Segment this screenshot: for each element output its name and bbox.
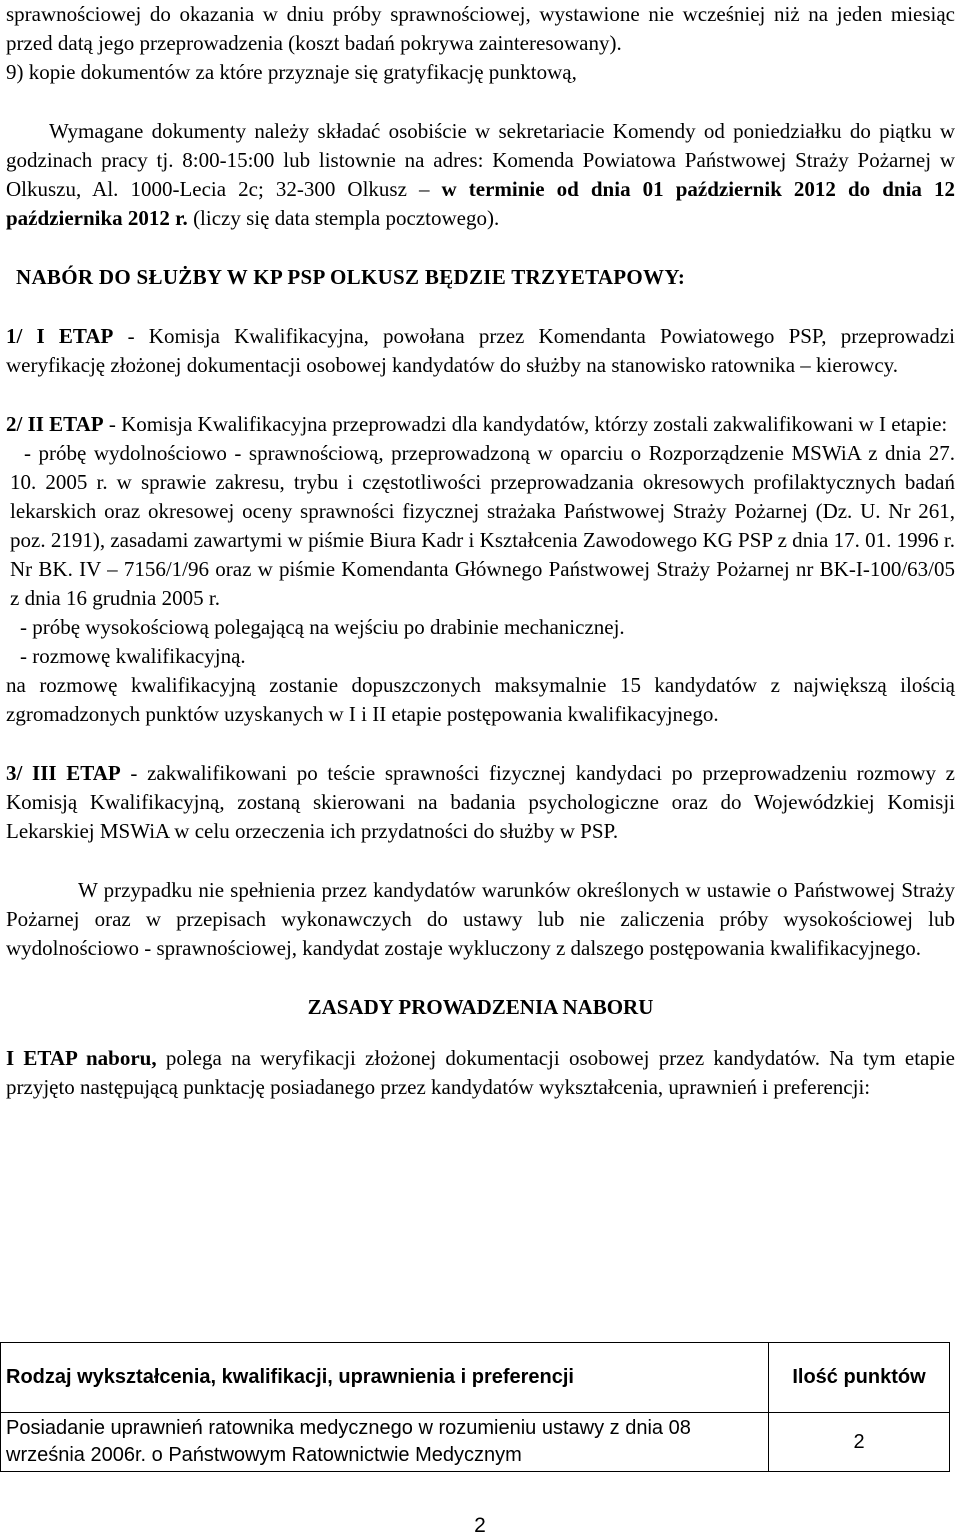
table-cell-description: Posiadanie uprawnień ratownika medycznego w rozumieniu ustawy z dnia 08 września 2006r. o Państwowym Ratownictwie Medycznym bbox=[1, 1413, 769, 1472]
stage-1-text: - Komisja Kwalifikacyjna, powołana przez Komendanta Powiatowego PSP, przeprowadzi weryfikację złożonej dokumentacji osobowej kandydatów do służby na stanowisko ratownika – kierowcy. bbox=[6, 324, 955, 377]
paragraph-stage-3 bbox=[6, 759, 955, 846]
paragraph-stage-1-rules bbox=[6, 1044, 955, 1102]
stage-3-label: 3/ III ETAP bbox=[6, 761, 121, 785]
stage-1-label: 1/ I ETAP bbox=[6, 324, 114, 348]
stage-1-rules-label: I ETAP naboru, bbox=[6, 1046, 157, 1070]
table-cell-points: 2 bbox=[769, 1413, 950, 1472]
points-table bbox=[0, 1342, 950, 1472]
stage-2-item-height-test: - próbę wysokościową polegającą na wejściu po drabinie mechanicznej. bbox=[20, 615, 625, 639]
points-table-header-points: Ilość punktów bbox=[769, 1343, 950, 1413]
document-page bbox=[6, 0, 955, 1102]
table-row bbox=[1, 1413, 950, 1472]
stage-2-interview-note: na rozmowę kwalifikacyjną zostanie dopuszczonych maksymalnie 15 kandydatów z największą ilością zgromadzonych punktów uzyskanych w I i II etapie postępowania kwalifikacyjnego. bbox=[6, 673, 955, 726]
stage-2-item-fitness-test: - próbę wydolnościowo - sprawnościową, przeprowadzoną w oparciu o Rozporządzenie MSWiA z dnia 27. 10. 2005 r. w sprawie zakresu, trybu i częstotliwości przeprowadzania okresowych profilaktycznych badań lekarskich oraz okresowej oceny sprawności fizycznej strażaka Państwowej Straży Pożarnej (Dz. U. Nr 261, poz. 2191), zasadami zawartymi w piśmie Biura Kadr i Kształcenia Zawodowego KG PSP z dnia 17. 01. 1996 r. Nr BK. IV – 7156/1/96 oraz w piśmie Komendanta Głównego Państwowej Straży Pożarnej nr BK-I-100/63/05 z dnia 16 grudnia 2005 r. bbox=[10, 441, 955, 610]
submission-deadline: w terminie od dnia 01 październik 2012 do dnia 12 października 2012 r. bbox=[6, 177, 955, 230]
paragraph-exclusion-warning: W przypadku nie spełnienia przez kandydatów warunków określonych w ustawie o Państwowej Straży Pożarnej oraz w przepisach wykonawczych do ustawy lub nie zaliczenia próby wysokościowej lub wydolnościowo - sprawnościowej, kandydat zostaje wykluczony z dalszego postępowania kwalifikacyjnego. bbox=[6, 878, 955, 960]
paragraph-stage-2 bbox=[6, 410, 955, 439]
page-number: 2 bbox=[474, 1514, 486, 1537]
submission-text: Wymagane dokumenty należy składać osobiście w sekretariacie Komendy od poniedziałku do piątku w godzinach pracy tj. 8:00-15:00 lub listownie na adres: Komenda Powiatowa Państwowej Straży Pożarnej w Olkuszu, Al. 1000-Lecia 2c; 32-300 Olkusz – bbox=[6, 119, 955, 201]
submission-postmark-note: (liczy się data stempla pocztowego). bbox=[187, 206, 500, 230]
stage-2-item-interview: - rozmowę kwalifikacyjną. bbox=[20, 644, 246, 668]
paragraph-intro: sprawnościowej do okazania w dniu próby sprawnościowej, wystawione nie wcześniej niż na jeden miesiąc przed datą jego przeprowadzenia (koszt badań pokrywa zainteresowany). bbox=[6, 2, 955, 55]
points-table-header-type: Rodzaj wykształcenia, kwalifikacji, uprawnienia i preferencji bbox=[1, 1343, 769, 1413]
stage-3-text: - zakwalifikowani po teście sprawności fizycznej kandydaci po przeprowadzeniu rozmowy z Komisją Kwalifikacyjną, zostaną skierowani na badania psychologiczne oraz do Wojewódzkiej Komisji Lekarskiej MSWiA w celu orzeczenia ich przydatności do służby w PSP. bbox=[6, 761, 955, 843]
points-table-header-row bbox=[1, 1343, 950, 1413]
stage-2-label: 2/ II ETAP bbox=[6, 412, 104, 436]
section-heading-recruitment: NABÓR DO SŁUŻBY W KP PSP OLKUSZ BĘDZIE TRZYETAPOWY: bbox=[16, 265, 686, 289]
stage-1-rules-text: polega na weryfikacji złożonej dokumentacji osobowej przez kandydatów. Na tym etapie przyjęto następującą punktację posiadanego przez kandydatów wykształcenia, uprawnień i preferencji: bbox=[6, 1046, 956, 1099]
stage-2-text: - Komisja Kwalifikacyjna przeprowadzi dla kandydatów, którzy zostali zakwalifikowani w I etapie: bbox=[103, 412, 948, 436]
section-heading-rules: ZASADY PROWADZENIA NABORU bbox=[307, 995, 654, 1019]
paragraph-submission bbox=[6, 117, 955, 233]
list-item-9: 9) kopie dokumentów za które przyznaje się gratyfikację punktową, bbox=[6, 60, 577, 84]
paragraph-stage-1 bbox=[6, 322, 955, 380]
